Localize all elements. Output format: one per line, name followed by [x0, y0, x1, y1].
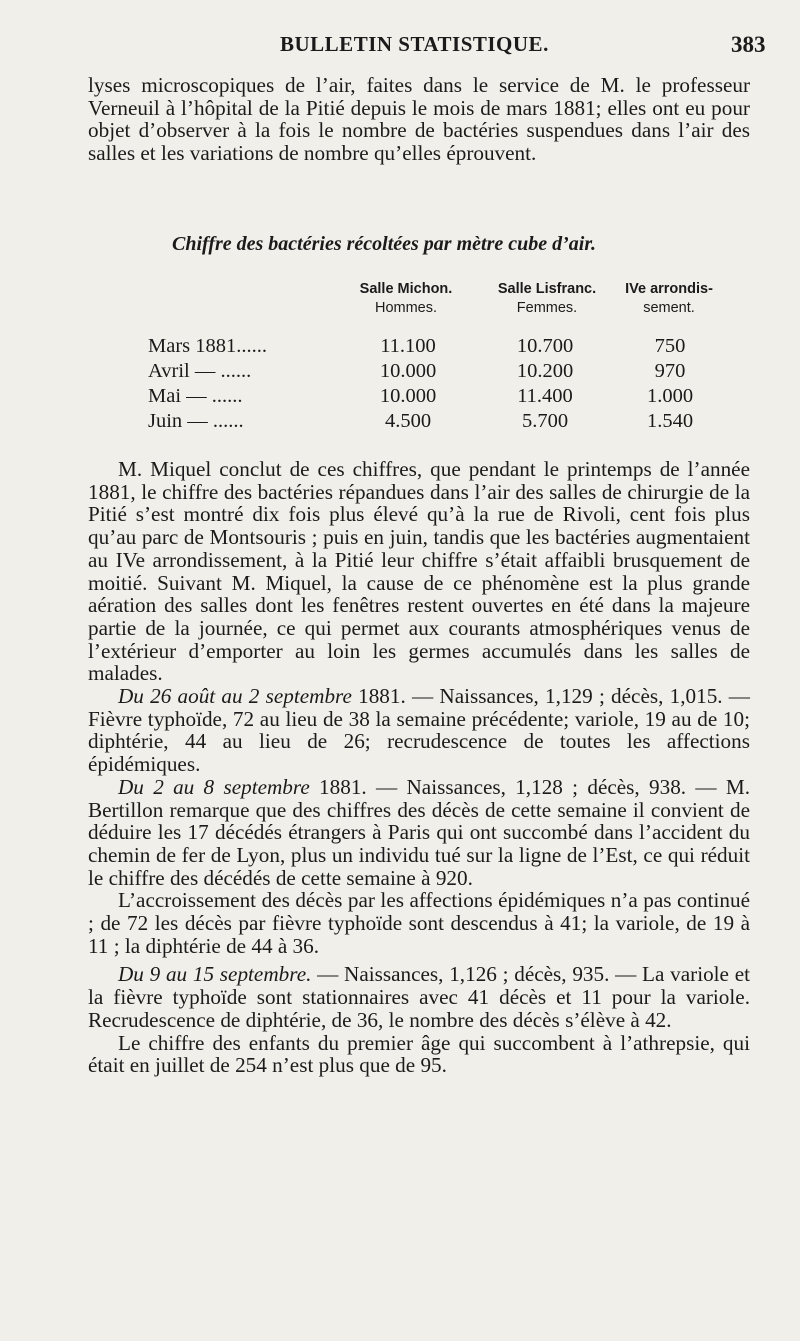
table-row	[148, 385, 728, 409]
row-label: Avril — ......	[148, 360, 252, 382]
column-header-line1: Salle Lisfranc.	[497, 281, 597, 297]
running-title: BULLETIN STATISTIQUE.	[280, 32, 549, 56]
date-heading: Du 2 au 8 septembre	[118, 774, 310, 799]
column-header-line2: Femmes.	[516, 300, 578, 316]
intro-text	[88, 74, 750, 165]
cell-value: 1.540	[646, 410, 694, 432]
row-label: Juin — ......	[148, 410, 244, 432]
column-header-line2: sement.	[643, 300, 695, 316]
page-header	[0, 30, 800, 64]
cell-value: 11.400	[517, 385, 573, 407]
paragraph-text: 1881. — Naissances, 1,128 ; décès, 938. — M. Bertillon remarque que des chiffres des décès de cette semaine il convient de déduire les 17 décédés étrangers à Paris qui ont succombé dans l’accident du chemin de fer de Lyon, plus un individu tué sur la ligne de l’Est, ce qui réduit le chiffre des décédés de cette semaine à 920.	[88, 774, 750, 890]
row-label: Mars 1881......	[148, 335, 268, 357]
table-row	[148, 360, 728, 384]
cell-value: 10.000	[379, 360, 437, 382]
cell-value: 750	[654, 335, 686, 357]
cell-value: 10.200	[516, 360, 574, 382]
column-header-line1: IVe arrondis-	[625, 281, 713, 297]
table-title: Chiffre des bactéries récoltées par mètre cube d’air.	[172, 233, 597, 255]
row-label: Mai — ......	[148, 385, 243, 407]
paragraph-text: 1881. — Naissances, 1,129 ; décès, 1,015. — Fièvre typhoïde, 72 au lieu de 38 la semaine précédente; variole, 19 au de 10; diphtérie, 44 au lieu de 26; recrudescence de toutes les affections épidémiques.	[88, 684, 750, 777]
paragraph-miquel: M. Miquel conclut de ces chiffres, que pendant le printemps de l’année 1881, le chiffre des bactéries répandues dans l’air des salles de chirurgie de la Pitié s’est montré dix fois plus élevé qu’à la rue de Rivoli, cent fois plus qu’au parc de Montsouris ; puis en juin, tandis que les bactéries augmentaient au IVe arrondissement, à la Pitié leur chiffre s’était affaibli brusquement de moitié. Suivant M. Miquel, la cause de ce phénomène est la plus grande aération des salles dont les fenêtres restent ouvertes en été dans la majeure partie de la journée, ce qui permet aux courants atmosphériques venus de l’extérieur d’emporter au loin les germes accumulés dans les salles de malades.	[88, 457, 750, 686]
cell-value: 10.000	[379, 385, 437, 407]
date-heading: Du 26 août au 2 septembre	[118, 684, 352, 709]
paragraph-week-9-sep	[88, 963, 750, 1031]
table-row	[148, 410, 728, 434]
table-row	[148, 335, 728, 359]
cell-value: 10.700	[516, 335, 574, 357]
body-text	[88, 458, 750, 1077]
page-number: 383	[731, 32, 766, 57]
column-header-salle-lisfranc	[482, 280, 612, 318]
paragraph-week-26-aug	[88, 685, 750, 776]
cell-value: 1.000	[646, 385, 694, 407]
paragraph-week-2-sep	[88, 776, 750, 890]
column-header-salle-michon	[346, 280, 466, 318]
column-header-line1: Salle Michon.	[359, 281, 453, 297]
bacteria-table	[148, 280, 728, 430]
paragraph-epidemics: L’accroissement des décès par les affections épidémiques n’a pas continué ; de 72 les décès par fièvre typhoïde sont descendus à 41; la variole, de 19 à 11 ; la diphtérie de 44 à 36.	[88, 888, 750, 958]
paragraph-text: — Naissances, 1,126 ; décès, 935. — La variole et la fièvre typhoïde sont stationnaires avec 41 décès et 11 pour la variole. Recrudescence de diphtérie, de 36, le nombre des décès s’élève à 42.	[88, 962, 750, 1032]
cell-value: 970	[654, 360, 686, 382]
column-header-arrondissement	[614, 280, 724, 318]
cell-value: 5.700	[521, 410, 569, 432]
column-header-line2: Hommes.	[374, 300, 438, 316]
cell-value: 11.100	[380, 335, 436, 357]
date-heading: Du 9 au 15 septembre.	[118, 962, 312, 987]
intro-paragraph: lyses microscopiques de l’air, faites dans le service de M. le professeur Verneuil à l’hôpital de la Pitié depuis le mois de mars 1881; elles ont eu pour objet d’observer à la fois le nombre de bactéries suspendues dans l’air des salles et les variations de nombre qu’elles éprouvent.	[88, 73, 750, 166]
paragraph-athrepsie: Le chiffre des enfants du premier âge qui succombent à l’athrepsie, qui était en juillet de 254 n’est plus que de 95.	[88, 1030, 750, 1078]
cell-value: 4.500	[384, 410, 432, 432]
